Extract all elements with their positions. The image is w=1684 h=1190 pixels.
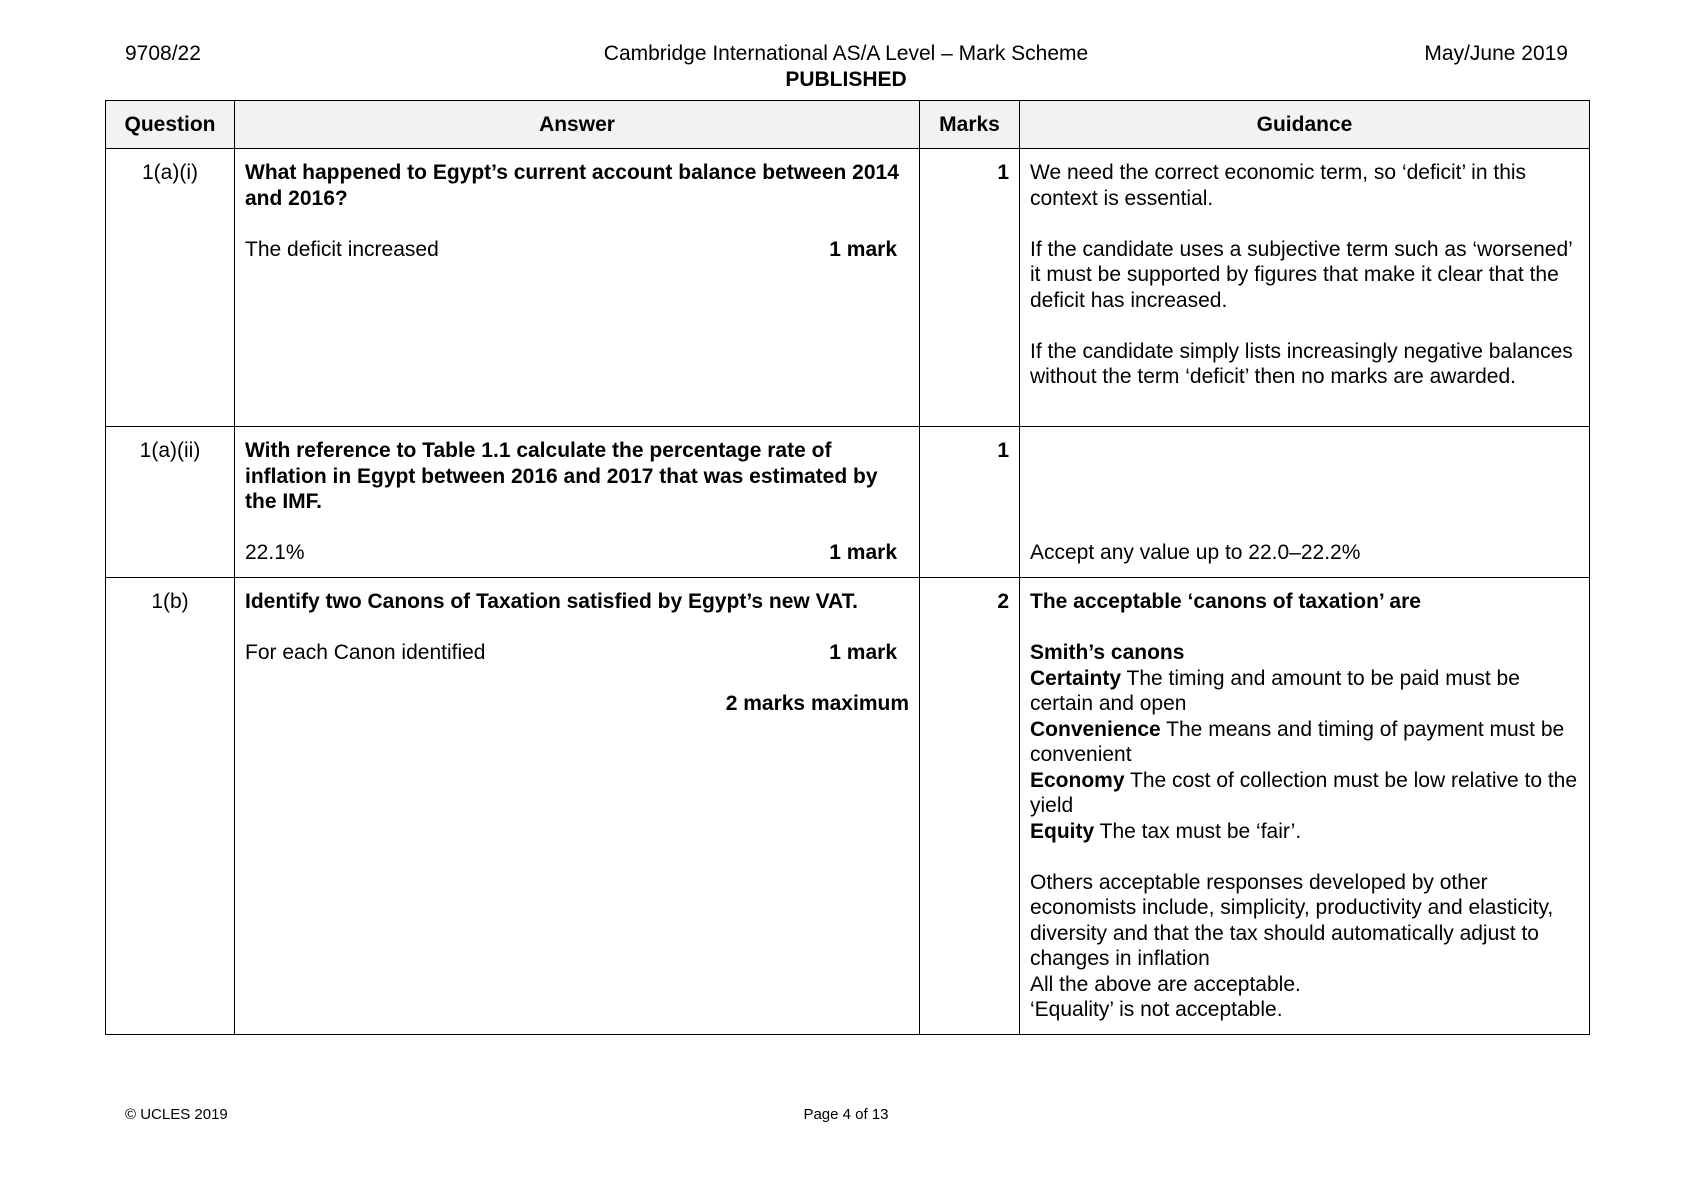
answer-cell [235, 578, 920, 1035]
table-row [106, 578, 1590, 1035]
answer-text: 22.1% [245, 541, 305, 564]
table-row [106, 149, 1590, 427]
question-prompt: With reference to Table 1.1 calculate the percentage rate of inflation in Egypt between 2016 and 2017 that was estimated by the IMF. [245, 439, 878, 513]
mark-scheme-table [105, 100, 1590, 1035]
canon-term: Certainty [1030, 666, 1122, 690]
question-number: 1(a)(i) [106, 149, 235, 427]
canon-description: The timing and amount to be paid must be certain and open [1030, 666, 1520, 715]
guidance-paragraph: All the above are acceptable. [1030, 972, 1301, 996]
exam-session: May/June 2019 [1424, 42, 1568, 65]
canon-item [1030, 717, 1579, 768]
column-header-guidance: Guidance [1020, 101, 1590, 149]
canon-description: The means and timing of payment must be convenient [1030, 717, 1565, 766]
guidance-paragraph: ‘Equality’ is not acceptable. [1030, 998, 1283, 1021]
column-header-answer: Answer [235, 101, 920, 149]
marks-value: 1 [920, 149, 1020, 427]
guidance-paragraph: Others acceptable responses developed by other economists include, simplicity, productivity and elasticity, diversity and that the tax should automatically adjust to changes in inflation [1030, 870, 1554, 970]
guidance-cell [1020, 427, 1590, 578]
question-prompt: What happened to Egypt’s current account balance between 2014 and 2016? [245, 161, 899, 210]
page-number: Page 4 of 13 [803, 1106, 889, 1123]
marks-value: 2 [920, 578, 1020, 1035]
table-row [106, 427, 1590, 578]
question-number: 1(a)(ii) [106, 427, 235, 578]
guidance-paragraph: Accept any value up to 22.0–22.2% [1030, 541, 1361, 564]
question-prompt: Identify two Canons of Taxation satisfied by Egypt’s new VAT. [245, 590, 858, 613]
table-header-row [106, 101, 1590, 149]
answer-mark: 1 mark [829, 641, 897, 664]
guidance-subheading: Smith’s canons [1030, 641, 1185, 664]
canon-item [1030, 819, 1579, 845]
guidance-paragraph: If the candidate uses a subjective term such as ‘worsened’ it must be supported by figures that make it clear that the deficit has increased. [1030, 237, 1573, 312]
answer-max-marks: 2 marks maximum [725, 692, 909, 715]
guidance-cell [1020, 578, 1590, 1035]
canon-description: The cost of collection must be low relative to the yield [1030, 768, 1578, 817]
question-number: 1(b) [106, 578, 235, 1035]
answer-mark: 1 mark [829, 541, 897, 564]
marks-value: 1 [920, 427, 1020, 578]
canon-term: Equity [1030, 819, 1095, 843]
document-title: Cambridge International AS/A Level – Mark Scheme [603, 42, 1089, 65]
paper-code: 9708/22 [125, 42, 201, 65]
answer-text: For each Canon identified [245, 641, 486, 664]
column-header-question: Question [106, 101, 235, 149]
answer-text: The deficit increased [245, 237, 439, 261]
guidance-paragraph: If the candidate simply lists increasingly negative balances without the term ‘deficit’ then no marks are awarded. [1030, 339, 1573, 388]
column-header-marks: Marks [920, 101, 1020, 149]
canon-item [1030, 768, 1579, 819]
guidance-paragraph: We need the correct economic term, so ‘deficit’ in this context is essential. [1030, 161, 1527, 210]
answer-cell [235, 427, 920, 578]
canon-term: Convenience [1030, 717, 1161, 741]
copyright-notice: © UCLES 2019 [125, 1106, 228, 1123]
answer-mark: 1 mark [829, 237, 897, 261]
canon-term: Economy [1030, 768, 1125, 792]
answer-cell [235, 149, 920, 427]
published-label: PUBLISHED [785, 68, 907, 91]
guidance-cell [1020, 149, 1590, 427]
guidance-heading: The acceptable ‘canons of taxation’ are [1030, 590, 1421, 613]
canon-description: The tax must be ‘fair’. [1094, 819, 1302, 843]
canon-item [1030, 666, 1579, 717]
